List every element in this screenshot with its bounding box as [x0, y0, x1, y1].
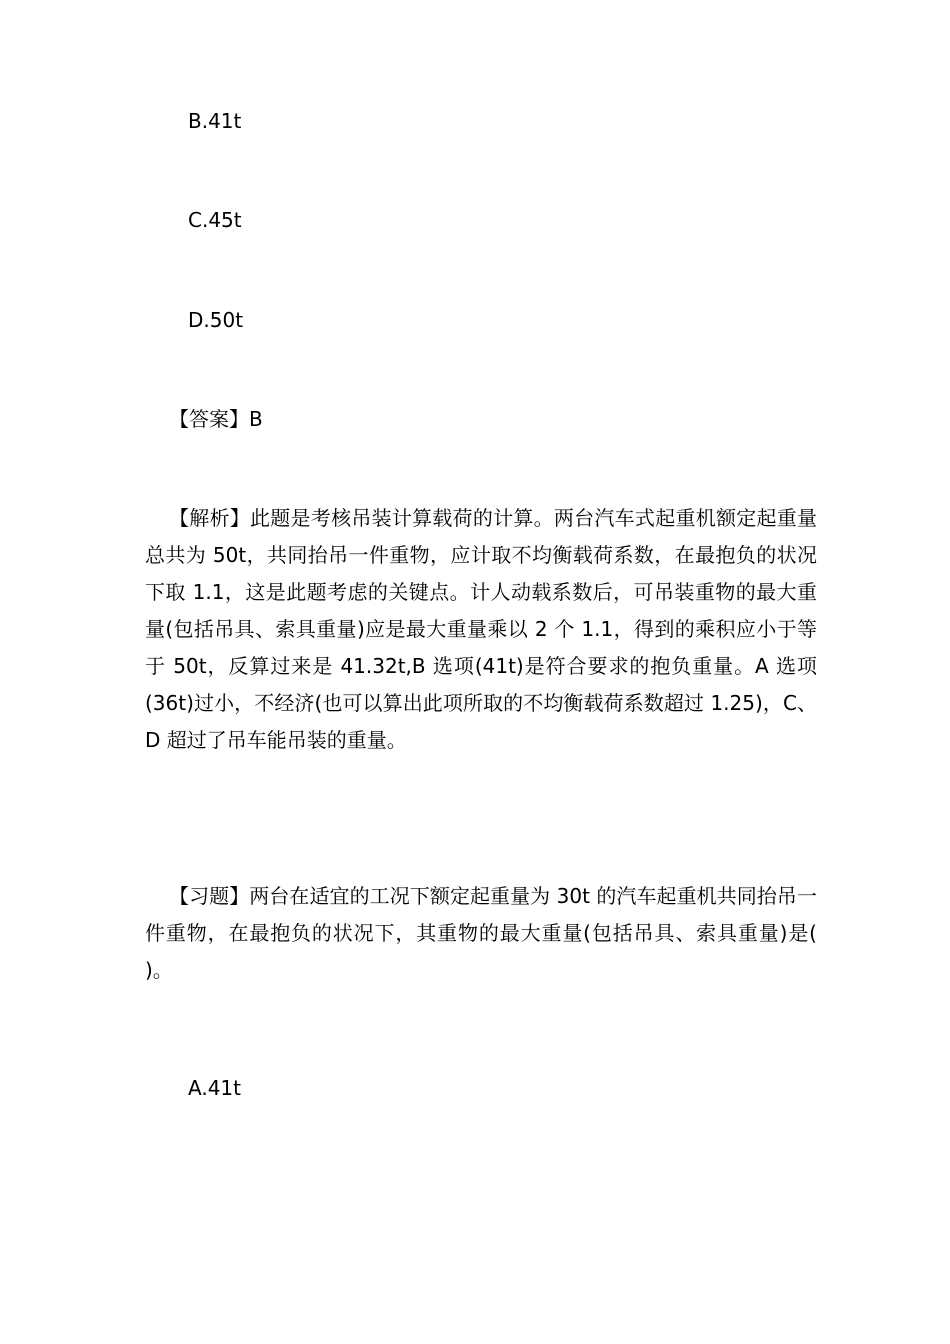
option-d: D.50t: [188, 308, 244, 332]
analysis-paragraph: 【解析】此题是考核吊装计算载荷的计算。两台汽车式起重机额定起重量总共为 50t，共同抬吊一件重物，应计取不均衡载荷系数，在最抱负的状况下取 1.1，这是此题考虑的关键点。计人动载系数后，可吊装重物的最大重量(包括吊具、索具重量)应是最大重量乘以 2 个 1.1，得到的乘积应小于等于 50t，反算过来是 41.32t,B 选项(41t)是符合要求的抱负重量。A 选项(36t)过小，不经济(也可以算出此项所取的不均衡载荷系数超过 1.25)，C、D 超过了吊车能吊装的重量。: [145, 506, 817, 752]
answer-line: 【答案】B: [169, 407, 263, 431]
option-c: C.45t: [188, 208, 242, 232]
option-a: A.41t: [188, 1076, 241, 1100]
option-b: B.41t: [188, 109, 242, 133]
exercise-paragraph: 【习题】两台在适宜的工况下额定起重量为 30t 的汽车起重机共同抬吊一件重物，在最抱负的状况下，其重物的最大重量(包括吊具、索具重量)是( )。: [145, 884, 817, 982]
